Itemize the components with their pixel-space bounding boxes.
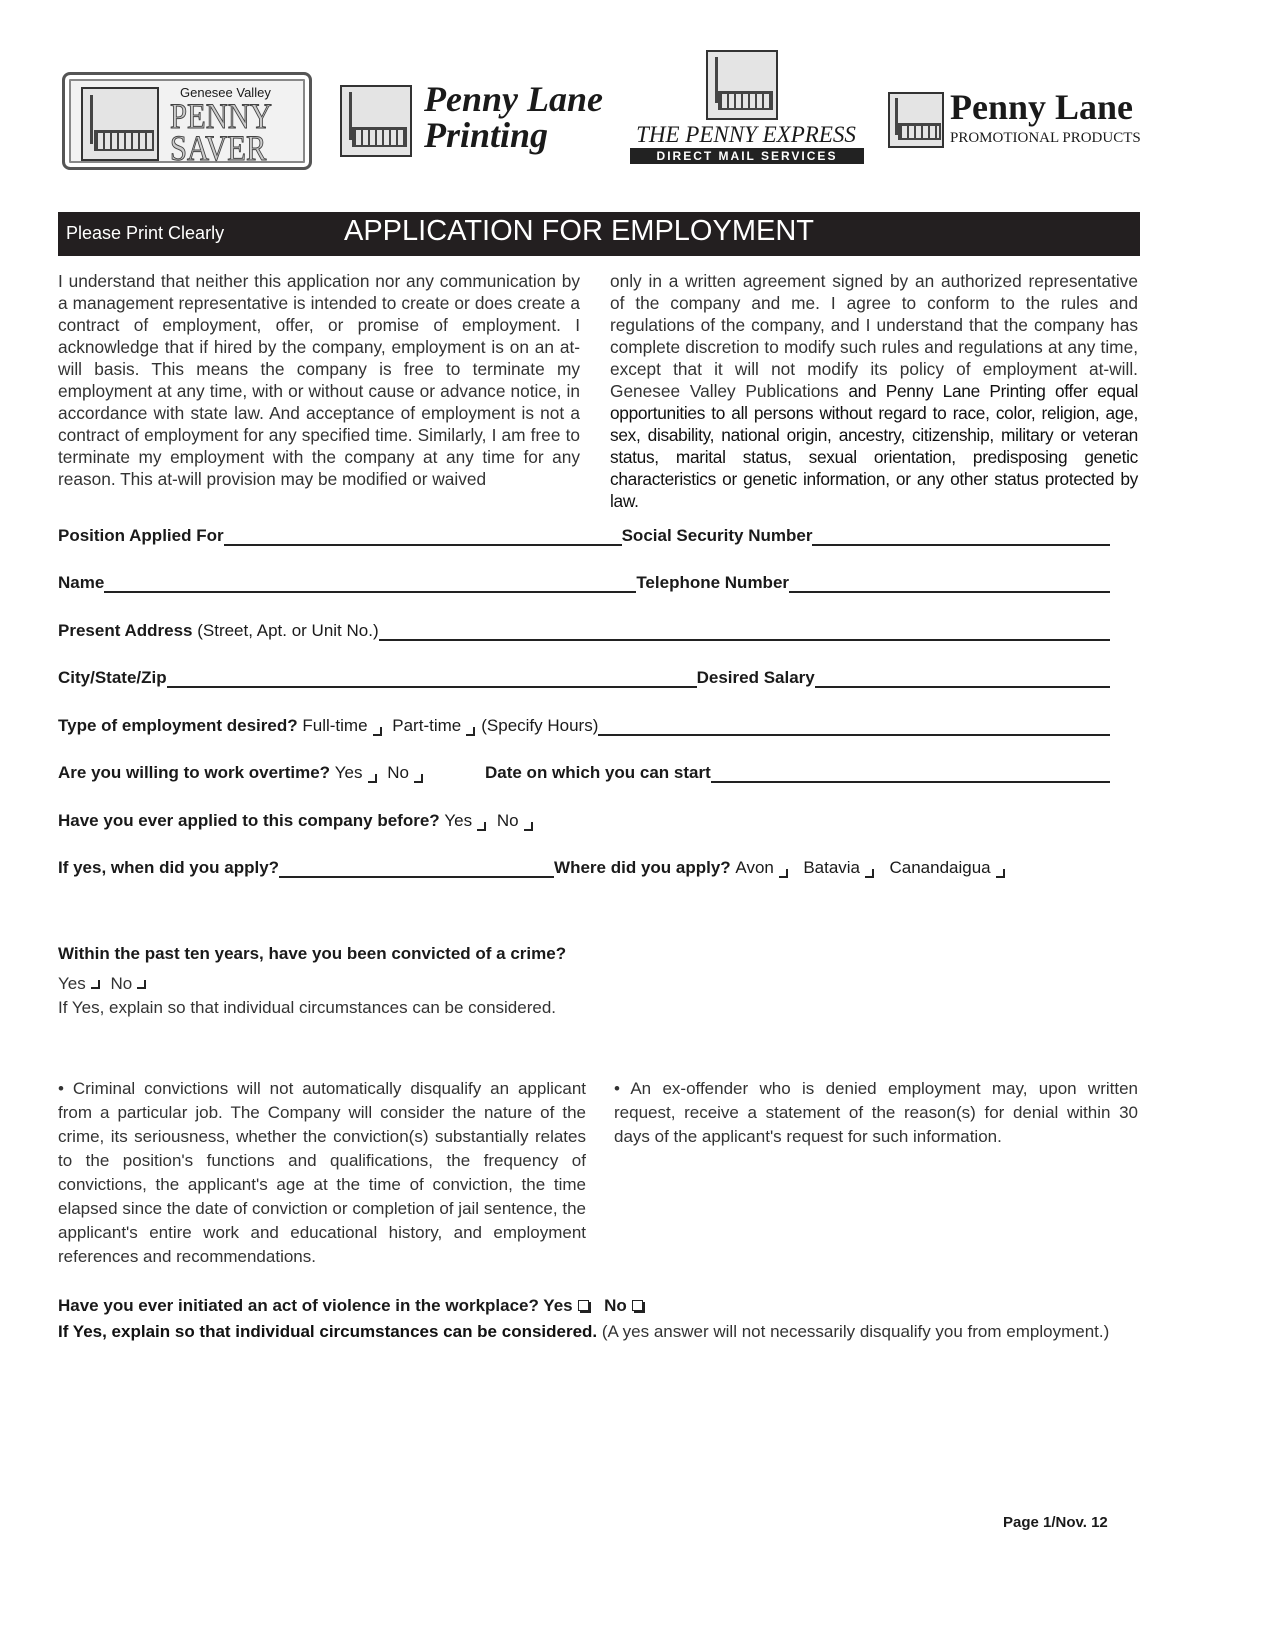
logo-text: THE PENNY EXPRESS bbox=[636, 122, 856, 147]
part-time-label: Part-time bbox=[392, 716, 462, 735]
logo-penny-saver bbox=[62, 72, 312, 170]
yes-label: Yes bbox=[543, 1296, 573, 1315]
hours-label: (Specify Hours) bbox=[481, 716, 599, 735]
position-label: Position Applied For bbox=[58, 526, 224, 545]
logo-text: SAVER bbox=[170, 128, 267, 168]
yes-label: Yes bbox=[58, 974, 86, 993]
salary-field[interactable] bbox=[815, 670, 1110, 688]
no-label: No bbox=[496, 811, 519, 830]
name-field[interactable] bbox=[104, 575, 636, 593]
intro-right bbox=[610, 270, 1138, 512]
phone-field[interactable] bbox=[789, 575, 1110, 593]
crime-no-checkbox[interactable] bbox=[137, 980, 146, 989]
page-title: APPLICATION FOR EMPLOYMENT bbox=[344, 215, 814, 247]
violence-yes-checkbox[interactable] bbox=[578, 1300, 589, 1311]
address-hint: (Street, Apt. or Unit No.) bbox=[197, 621, 379, 640]
horse-icon bbox=[81, 87, 159, 161]
batavia-label: Batavia bbox=[803, 858, 861, 877]
violence-label: Have you ever initiated an act of violence in the workplace? bbox=[58, 1296, 539, 1315]
avon-checkbox[interactable] bbox=[779, 869, 788, 878]
logo-penny-express bbox=[626, 50, 866, 165]
employment-type-label: Type of employment desired? bbox=[58, 716, 298, 735]
logo-penny-lane-promotional bbox=[888, 87, 1143, 152]
logo-text: Genesee Valley bbox=[180, 85, 271, 100]
start-date-label: Date on which you can start bbox=[484, 763, 711, 782]
violence-explain bbox=[58, 1320, 1118, 1344]
canandaigua-checkbox[interactable] bbox=[996, 869, 1005, 878]
batavia-checkbox[interactable] bbox=[865, 869, 874, 878]
yes-label: Yes bbox=[334, 763, 363, 782]
horse-icon bbox=[888, 92, 944, 148]
canandaigua-label: Canandaigua bbox=[889, 858, 991, 877]
full-time-checkbox[interactable] bbox=[373, 727, 382, 736]
title-bar bbox=[58, 212, 1140, 256]
city-field[interactable] bbox=[167, 670, 697, 688]
crime-explain: If Yes, explain so that individual circumstances can be considered. bbox=[58, 998, 557, 1017]
ssn-field[interactable] bbox=[812, 528, 1110, 546]
applied-yes-checkbox[interactable] bbox=[477, 822, 486, 831]
crime-options bbox=[58, 974, 152, 994]
overtime-yes-checkbox[interactable] bbox=[368, 774, 377, 783]
print-clearly-label: Please Print Clearly bbox=[66, 223, 225, 243]
logo-text: Penny Lane bbox=[950, 87, 1134, 127]
logo-text: DIRECT MAIL SERVICES bbox=[630, 148, 864, 164]
ssn-label: Social Security Number bbox=[621, 526, 813, 545]
violence-no-checkbox[interactable] bbox=[632, 1300, 643, 1311]
start-date-field[interactable] bbox=[711, 765, 1110, 783]
horse-icon bbox=[706, 50, 778, 120]
yes-label: Yes bbox=[444, 811, 473, 830]
city-label: City/State/Zip bbox=[58, 668, 167, 687]
salary-label: Desired Salary bbox=[696, 668, 815, 687]
no-label: No bbox=[110, 974, 133, 993]
full-time-label: Full-time bbox=[302, 716, 368, 735]
logo-text: PROMOTIONAL PRODUCTS bbox=[950, 130, 1141, 146]
violence-note: (A yes answer will not necessarily disqualify you from employment.) bbox=[601, 1322, 1110, 1341]
violence-explain-label: If Yes, explain so that individual circumstances can be considered. bbox=[58, 1322, 598, 1341]
logo-text: PENNY bbox=[170, 96, 273, 136]
intro-left: I understand that neither this application nor any communication by a management representative is intended to create or does create a contract of employment, offer, or promise of employment. I acknowledge that if hired by the company, employment is on an at-will basis. This means the company is free to terminate my employment at any time, with or without cause or advance notice, in accordance with state law. And acceptance of employment is not a contract of employment for any specified time. Similarly, I am free to terminate my employment with the company at any time for any reason. This at-will provision may be modified or waived bbox=[58, 271, 580, 489]
violence-question bbox=[58, 1296, 649, 1316]
horse-icon bbox=[340, 85, 412, 157]
logo-text: Printing bbox=[424, 115, 549, 155]
logo-penny-lane-printing bbox=[340, 79, 620, 160]
no-label: No bbox=[604, 1296, 627, 1315]
crime-note-right: • An ex-offender who is denied employment may, upon written request, receive a statement of the reason(s) for denial within 30 days of the applicant's request for such information. bbox=[614, 1079, 1138, 1146]
when-applied-field[interactable] bbox=[279, 860, 554, 878]
overtime-label: Are you willing to work overtime? bbox=[58, 763, 331, 782]
part-time-checkbox[interactable] bbox=[466, 727, 475, 736]
page-number: Page 1/Nov. 12 bbox=[1003, 1514, 1108, 1531]
phone-label: Telephone Number bbox=[636, 573, 790, 592]
applied-before-label: Have you ever applied to this company before? bbox=[58, 811, 440, 830]
crime-yes-checkbox[interactable] bbox=[91, 980, 100, 989]
overtime-no-checkbox[interactable] bbox=[414, 774, 423, 783]
avon-label: Avon bbox=[735, 858, 774, 877]
address-label: Present Address bbox=[58, 621, 193, 640]
no-label: No bbox=[387, 763, 409, 782]
applied-no-checkbox[interactable] bbox=[524, 822, 533, 831]
crime-note-left: • Criminal convictions will not automatically disqualify an applicant from a particular job. The Company will consider the nature of the crime, its seriousness, whether the conviction(s) substantially relates to the position's functions and qualifications, the frequency of convictions, the applicant's age at the time of conviction, the time elapsed since the date of conviction or completion of jail sentence, the applicant's entire work and educational history, and employment references and recommendations. bbox=[58, 1079, 586, 1266]
intro-right-b: and Penny Lane Printing offer equal opportunities to all persons without regard to race, color, religion, age, sex, disability, national origin, ancestry, citizenship, military or veteran status, marital status, sexual orientation, predisposing genetic characteristics or genetic information, or any other status protected by law. bbox=[610, 381, 1138, 511]
hours-field[interactable] bbox=[598, 718, 1110, 736]
position-field[interactable] bbox=[224, 528, 622, 546]
where-applied-label: Where did you apply? bbox=[554, 858, 731, 877]
address-field[interactable] bbox=[379, 623, 1110, 641]
name-label: Name bbox=[58, 573, 105, 592]
logo-text: Penny Lane bbox=[424, 79, 603, 119]
when-applied-label: If yes, when did you apply? bbox=[58, 858, 280, 877]
crime-question: Within the past ten years, have you been convicted of a crime? bbox=[58, 944, 567, 963]
intro-right-a: only in a written agreement signed by an authorized representative of the company and me. I agree to conform to the rules and regulations of the company, and I understand that the company has complete discretion to modify such rules and regulations at any time, except that it will not modify its policy of employment at-will. Genesee Valley Publications bbox=[610, 271, 1138, 401]
